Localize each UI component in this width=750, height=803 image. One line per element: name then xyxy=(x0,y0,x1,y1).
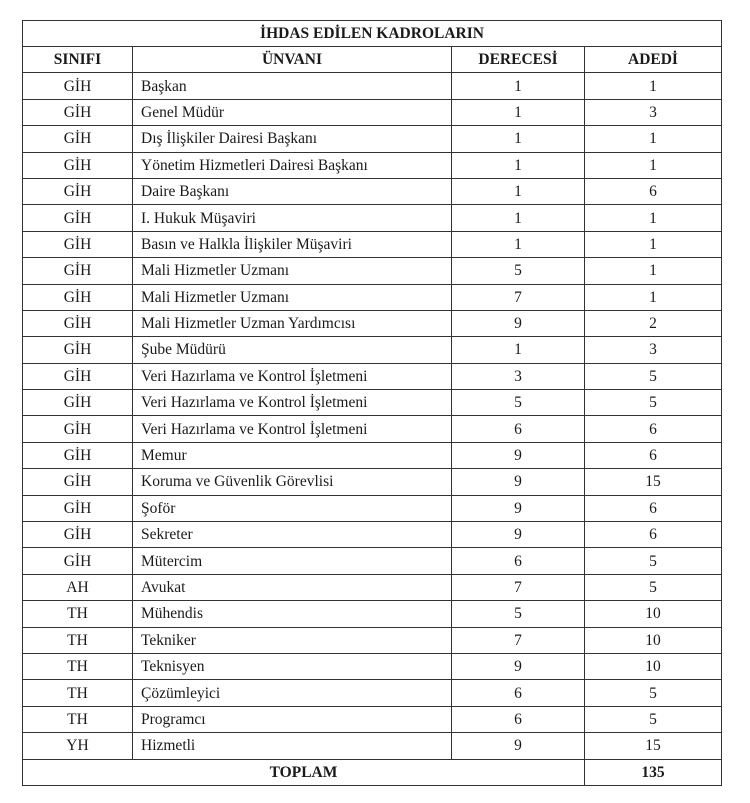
cell-adedi: 6 xyxy=(585,416,722,442)
cell-derecesi: 5 xyxy=(452,601,585,627)
cell-unvani: Mali Hizmetler Uzman Yardımcısı xyxy=(133,310,452,336)
cell-unvani: Başkan xyxy=(133,73,452,99)
header-adedi: ADEDİ xyxy=(585,47,722,73)
table-row xyxy=(23,706,722,732)
cell-derecesi: 9 xyxy=(452,733,585,759)
cell-sinifi: GİH xyxy=(23,390,133,416)
header-sinifi: SINIFI xyxy=(23,47,133,73)
cell-unvani: Daire Başkanı xyxy=(133,178,452,204)
cell-unvani: I. Hukuk Müşaviri xyxy=(133,205,452,231)
cell-sinifi: GİH xyxy=(23,152,133,178)
cell-unvani: Mühendis xyxy=(133,601,452,627)
header-derecesi: DERECESİ xyxy=(452,47,585,73)
cell-unvani: Hizmetli xyxy=(133,733,452,759)
cell-unvani: Mali Hizmetler Uzmanı xyxy=(133,284,452,310)
cell-sinifi: GİH xyxy=(23,126,133,152)
cell-adedi: 5 xyxy=(585,680,722,706)
table-row xyxy=(23,310,722,336)
cell-unvani: Koruma ve Güvenlik Görevlisi xyxy=(133,469,452,495)
cell-unvani: Dış İlişkiler Dairesi Başkanı xyxy=(133,126,452,152)
cell-derecesi: 1 xyxy=(452,152,585,178)
cell-derecesi: 9 xyxy=(452,522,585,548)
cell-unvani: Yönetim Hizmetleri Dairesi Başkanı xyxy=(133,152,452,178)
cell-derecesi: 6 xyxy=(452,706,585,732)
cell-sinifi: GİH xyxy=(23,205,133,231)
cell-unvani: Avukat xyxy=(133,574,452,600)
cell-derecesi: 1 xyxy=(452,231,585,257)
cell-adedi: 5 xyxy=(585,390,722,416)
cell-derecesi: 1 xyxy=(452,73,585,99)
cell-adedi: 6 xyxy=(585,495,722,521)
table-row xyxy=(23,469,722,495)
cell-adedi: 10 xyxy=(585,627,722,653)
cell-sinifi: TH xyxy=(23,653,133,679)
cell-derecesi: 5 xyxy=(452,258,585,284)
cell-sinifi: TH xyxy=(23,601,133,627)
cell-sinifi: GİH xyxy=(23,469,133,495)
cell-unvani: Çözümleyici xyxy=(133,680,452,706)
total-row xyxy=(23,759,722,785)
cell-adedi: 5 xyxy=(585,574,722,600)
cell-sinifi: TH xyxy=(23,680,133,706)
table-row xyxy=(23,680,722,706)
cell-derecesi: 9 xyxy=(452,442,585,468)
cell-unvani: Teknisyen xyxy=(133,653,452,679)
cell-sinifi: GİH xyxy=(23,310,133,336)
cell-sinifi: GİH xyxy=(23,258,133,284)
cell-derecesi: 7 xyxy=(452,627,585,653)
table-row xyxy=(23,178,722,204)
table-row xyxy=(23,522,722,548)
cell-adedi: 15 xyxy=(585,733,722,759)
cell-adedi: 5 xyxy=(585,548,722,574)
table-row xyxy=(23,733,722,759)
table-row xyxy=(23,548,722,574)
table-row xyxy=(23,152,722,178)
cell-adedi: 1 xyxy=(585,152,722,178)
cell-derecesi: 6 xyxy=(452,680,585,706)
table-body xyxy=(23,73,722,759)
cell-sinifi: GİH xyxy=(23,73,133,99)
table-row xyxy=(23,442,722,468)
cell-adedi: 6 xyxy=(585,442,722,468)
cell-unvani: Tekniker xyxy=(133,627,452,653)
cell-adedi: 1 xyxy=(585,231,722,257)
table-row xyxy=(23,416,722,442)
cell-unvani: Şube Müdürü xyxy=(133,337,452,363)
cell-sinifi: GİH xyxy=(23,99,133,125)
table-row xyxy=(23,574,722,600)
cell-unvani: Basın ve Halkla İlişkiler Müşaviri xyxy=(133,231,452,257)
cell-derecesi: 5 xyxy=(452,390,585,416)
cell-adedi: 1 xyxy=(585,205,722,231)
cell-sinifi: GİH xyxy=(23,178,133,204)
cell-sinifi: GİH xyxy=(23,548,133,574)
cell-adedi: 15 xyxy=(585,469,722,495)
cell-sinifi: TH xyxy=(23,706,133,732)
cell-sinifi: YH xyxy=(23,733,133,759)
cell-derecesi: 6 xyxy=(452,548,585,574)
cell-adedi: 5 xyxy=(585,363,722,389)
cell-adedi: 6 xyxy=(585,178,722,204)
header-row xyxy=(23,47,722,73)
cell-derecesi: 1 xyxy=(452,205,585,231)
cell-adedi: 3 xyxy=(585,99,722,125)
table-row xyxy=(23,99,722,125)
cell-unvani: Mütercim xyxy=(133,548,452,574)
cell-derecesi: 6 xyxy=(452,416,585,442)
cell-unvani: Sekreter xyxy=(133,522,452,548)
cell-derecesi: 9 xyxy=(452,495,585,521)
cell-adedi: 3 xyxy=(585,337,722,363)
cell-unvani: Programcı xyxy=(133,706,452,732)
cell-unvani: Mali Hizmetler Uzmanı xyxy=(133,258,452,284)
cell-unvani: Veri Hazırlama ve Kontrol İşletmeni xyxy=(133,390,452,416)
cell-derecesi: 9 xyxy=(452,653,585,679)
cell-adedi: 1 xyxy=(585,258,722,284)
cell-derecesi: 7 xyxy=(452,284,585,310)
table-row xyxy=(23,627,722,653)
cell-derecesi: 1 xyxy=(452,178,585,204)
cell-adedi: 10 xyxy=(585,601,722,627)
table-row xyxy=(23,653,722,679)
table-row xyxy=(23,231,722,257)
total-label: TOPLAM xyxy=(23,759,585,785)
cell-derecesi: 1 xyxy=(452,126,585,152)
table-title: İHDAS EDİLEN KADROLARIN xyxy=(23,21,722,47)
cell-sinifi: GİH xyxy=(23,495,133,521)
cell-sinifi: TH xyxy=(23,627,133,653)
cell-sinifi: GİH xyxy=(23,337,133,363)
cell-unvani: Şoför xyxy=(133,495,452,521)
table-row xyxy=(23,363,722,389)
cell-adedi: 5 xyxy=(585,706,722,732)
cell-adedi: 2 xyxy=(585,310,722,336)
cell-derecesi: 9 xyxy=(452,469,585,495)
table-row xyxy=(23,258,722,284)
cell-sinifi: GİH xyxy=(23,231,133,257)
cell-sinifi: GİH xyxy=(23,363,133,389)
cell-unvani: Memur xyxy=(133,442,452,468)
kadro-table xyxy=(22,20,722,786)
table-row xyxy=(23,495,722,521)
header-unvani: ÜNVANI xyxy=(133,47,452,73)
cell-adedi: 1 xyxy=(585,126,722,152)
cell-derecesi: 3 xyxy=(452,363,585,389)
cell-derecesi: 7 xyxy=(452,574,585,600)
cell-unvani: Genel Müdür xyxy=(133,99,452,125)
cell-derecesi: 1 xyxy=(452,99,585,125)
cell-sinifi: GİH xyxy=(23,416,133,442)
cell-adedi: 1 xyxy=(585,284,722,310)
table-row xyxy=(23,126,722,152)
cell-sinifi: GİH xyxy=(23,442,133,468)
table-row xyxy=(23,73,722,99)
cell-adedi: 10 xyxy=(585,653,722,679)
cell-adedi: 1 xyxy=(585,73,722,99)
table-row xyxy=(23,390,722,416)
table-row xyxy=(23,601,722,627)
cell-sinifi: GİH xyxy=(23,522,133,548)
total-value: 135 xyxy=(585,759,722,785)
cell-adedi: 6 xyxy=(585,522,722,548)
cell-derecesi: 1 xyxy=(452,337,585,363)
cell-unvani: Veri Hazırlama ve Kontrol İşletmeni xyxy=(133,416,452,442)
table-row xyxy=(23,205,722,231)
cell-unvani: Veri Hazırlama ve Kontrol İşletmeni xyxy=(133,363,452,389)
cell-derecesi: 9 xyxy=(452,310,585,336)
table-row xyxy=(23,337,722,363)
cell-sinifi: AH xyxy=(23,574,133,600)
cell-sinifi: GİH xyxy=(23,284,133,310)
table-row xyxy=(23,284,722,310)
